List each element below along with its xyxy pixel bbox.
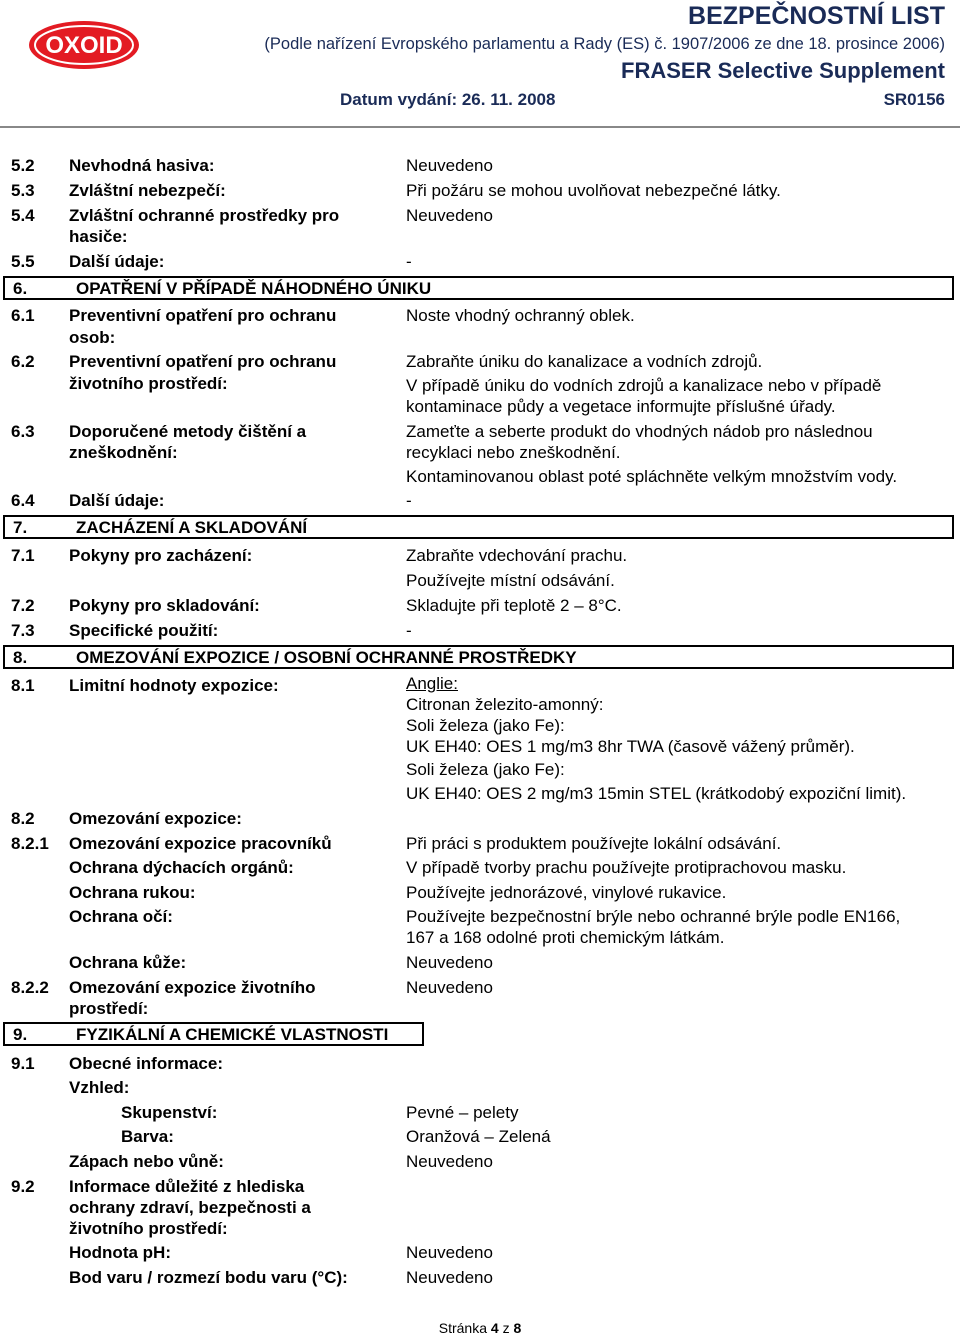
row-value: -	[406, 621, 412, 640]
row-value: -	[406, 491, 412, 510]
oxoid-logo	[28, 20, 140, 70]
row-label: Limitní hodnoty expozice:	[69, 676, 279, 695]
row-label: hasiče:	[69, 227, 128, 246]
row-label: Skupenství:	[121, 1103, 218, 1122]
section-title: OMEZOVÁNÍ EXPOZICE / OSOBNÍ OCHRANNÉ PROSTŘEDKY	[76, 648, 577, 667]
row-number: 9.1	[11, 1054, 35, 1073]
row-number: 9.2	[11, 1177, 35, 1196]
section-title: OPATŘENÍ V PŘÍPADĚ NÁHODNÉHO ÚNIKU	[76, 279, 432, 298]
row-value: V případě tvorby prachu používejte protiprachovou masku.	[406, 858, 847, 877]
country-heading: Anglie:	[406, 674, 458, 693]
row-value: Soli železa (jako Fe):	[406, 760, 565, 779]
row-value: 167 a 168 odolné proti chemickým látkám.	[406, 928, 725, 947]
row-value: Neuvedeno	[406, 1152, 493, 1171]
row-number: 8.2.1	[11, 834, 49, 853]
page-separator: z	[502, 1320, 510, 1336]
row-value: Neuvedeno	[406, 1243, 493, 1262]
row-label: Omezování expozice:	[69, 809, 242, 828]
row-label: Zvláštní ochranné prostředky pro	[69, 206, 340, 225]
row-label: Omezování expozice pracovníků	[69, 834, 332, 853]
row-number: 5.2	[11, 156, 35, 175]
row-value: Noste vhodný ochranný oblek.	[406, 306, 635, 325]
row-value: Kontaminovanou oblast poté spláchněte velkým množstvím vody.	[406, 467, 898, 486]
row-label: Pokyny pro zacházení:	[69, 546, 253, 565]
row-label: Zvláštní nebezpečí:	[69, 181, 226, 200]
section-heading-6	[3, 276, 954, 300]
row-label: Nevhodná hasiva:	[69, 156, 215, 175]
section-title: FYZIKÁLNÍ A CHEMICKÉ VLASTNOSTI	[76, 1025, 389, 1044]
header-divider	[0, 126, 960, 128]
row-number: 6.1	[11, 306, 35, 325]
row-label: prostředí:	[69, 999, 149, 1018]
row-value: Neuvedeno	[406, 206, 493, 225]
row-number: 5.4	[11, 206, 35, 225]
section-number: 6.	[13, 279, 28, 298]
row-label: zneškodnění:	[69, 443, 178, 462]
row-value: Zabraňte vdechování prachu.	[406, 546, 628, 565]
row-number: 6.4	[11, 491, 35, 510]
product-name: FRASER Selective Supplement	[621, 58, 945, 83]
row-label: Hodnota pH:	[69, 1243, 171, 1262]
row-label: Ochrana očí:	[69, 907, 173, 926]
section-title: ZACHÁZENÍ A SKLADOVÁNÍ	[76, 518, 308, 537]
row-label: osob:	[69, 328, 116, 347]
section-number: 9.	[13, 1025, 28, 1044]
page-current: 4	[490, 1320, 499, 1336]
row-number: 5.3	[11, 181, 35, 200]
row-number: 6.3	[11, 422, 35, 441]
section-number: 7.	[13, 518, 28, 537]
row-label: životního prostředí:	[69, 1219, 228, 1238]
row-value: Používejte jednorázové, vinylové rukavice.	[406, 883, 727, 902]
row-value: Při požáru se mohou uvolňovat nebezpečné látky.	[406, 181, 781, 200]
row-value: Skladujte při teplotě 2 – 8°C.	[406, 596, 622, 615]
row-label: Preventivní opatření pro ochranu	[69, 306, 337, 325]
product-code: SR0156	[883, 90, 945, 109]
row-label: Doporučené metody čištění a	[69, 422, 307, 441]
row-value: Používejte bezpečnostní brýle nebo ochranné brýle podle EN166,	[406, 907, 901, 926]
row-value: kontaminace půdy a vegetace informujte příslušné úřady.	[406, 397, 836, 416]
row-value: -	[406, 252, 412, 271]
row-value: Zameťte a seberte produkt do vhodných nádob pro následnou	[406, 422, 873, 441]
row-value: Při práci s produktem používejte lokální odsávání.	[406, 834, 782, 853]
document-title: BEZPEČNOSTNÍ LIST	[688, 2, 945, 30]
row-value: Soli železa (jako Fe):	[406, 716, 565, 735]
row-number: 8.2	[11, 809, 35, 828]
row-number: 7.1	[11, 546, 35, 565]
row-label: Další údaje:	[69, 491, 165, 510]
row-value: Oranžová – Zelená	[406, 1127, 551, 1146]
row-value: Neuvedeno	[406, 978, 493, 997]
row-number: 6.2	[11, 352, 35, 371]
row-label: ochrany zdraví, bezpečnosti a	[69, 1198, 311, 1217]
regulation-reference: (Podle nařízení Evropského parlamentu a Rady (ES) č. 1907/2006 ze dne 18. prosince 2006)	[264, 35, 945, 53]
row-label: Ochrana dýchacích orgánů:	[69, 858, 294, 877]
row-value: Zabraňte úniku do kanalizace a vodních zdrojů.	[406, 352, 763, 371]
row-label: Zápach nebo vůně:	[69, 1152, 224, 1171]
row-number: 8.2.2	[11, 978, 49, 997]
row-value: V případě úniku do vodních zdrojů a kanalizace nebo v případě	[406, 376, 882, 395]
row-label: Barva:	[121, 1127, 174, 1146]
row-number: 7.3	[11, 621, 35, 640]
row-label: Ochrana kůže:	[69, 953, 187, 972]
row-label: Bod varu / rozmezí bodu varu (°C):	[69, 1268, 348, 1287]
row-label: Omezování expozice životního	[69, 978, 316, 997]
row-value: Pevné – pelety	[406, 1103, 519, 1122]
row-value: UK EH40: OES 2 mg/m3 15min STEL (krátkodobý expoziční limit).	[406, 784, 907, 803]
row-label: Obecné informace:	[69, 1054, 223, 1073]
page-footer	[0, 1320, 960, 1336]
page-prefix: Stránka	[438, 1320, 487, 1336]
section-number: 8.	[13, 648, 28, 667]
row-label: Vzhled:	[69, 1078, 130, 1097]
row-number: 7.2	[11, 596, 35, 615]
row-value: UK EH40: OES 1 mg/m3 8hr TWA (časově vážený průměr).	[406, 737, 855, 756]
row-label: Specifické použití:	[69, 621, 219, 640]
section-heading-8	[3, 645, 954, 669]
row-label: Preventivní opatření pro ochranu	[69, 352, 337, 371]
page-total: 8	[513, 1320, 522, 1336]
row-label: Ochrana rukou:	[69, 883, 196, 902]
row-label: Další údaje:	[69, 252, 165, 271]
row-value: Citronan železito-amonný:	[406, 695, 604, 714]
row-value: Používejte místní odsávání.	[406, 571, 615, 590]
document-header	[0, 0, 960, 128]
row-value: Neuvedeno	[406, 156, 493, 175]
svg-text:OXOID: OXOID	[45, 32, 123, 59]
row-label: životního prostředí:	[69, 374, 228, 393]
row-number: 5.5	[11, 252, 35, 271]
row-label: Pokyny pro skladování:	[69, 596, 260, 615]
section-heading-7	[3, 515, 954, 539]
issue-date: Datum vydání: 26. 11. 2008	[340, 90, 556, 109]
row-value: recyklaci nebo zneškodnění.	[406, 443, 621, 462]
row-value: Neuvedeno	[406, 1268, 493, 1287]
row-number: 8.1	[11, 676, 35, 695]
row-value: Neuvedeno	[406, 953, 493, 972]
row-label: Informace důležité z hlediska	[69, 1177, 305, 1196]
section-heading-9	[3, 1022, 424, 1046]
